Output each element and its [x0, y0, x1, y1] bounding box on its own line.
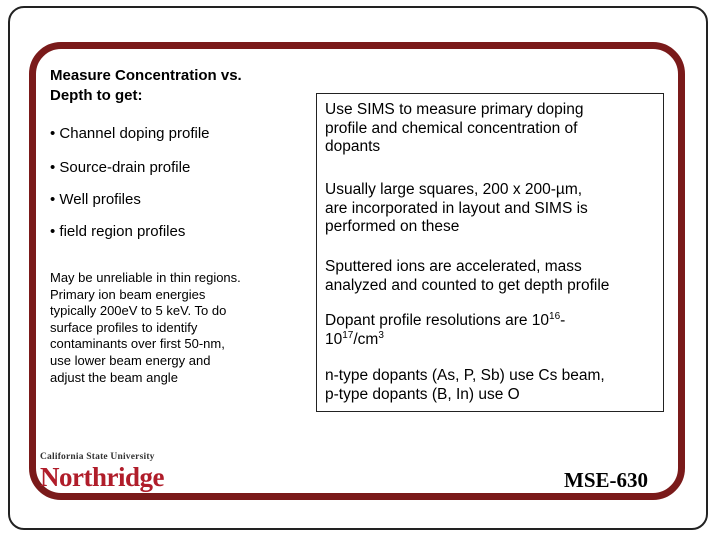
- p4-sup-1: 16: [549, 310, 561, 322]
- resolution-paragraph: [325, 312, 659, 349]
- p1-line-2: profile and chemical concentration of: [325, 119, 578, 137]
- p1-line-3: dopants: [325, 138, 381, 155]
- course-label: MSE-630: [564, 468, 648, 492]
- bullet-channel: • Channel doping profile: [50, 125, 210, 142]
- p5-line-2: p-type dopants (B, In) use O: [325, 385, 520, 403]
- note-line-6: use lower beam energy and: [50, 352, 211, 368]
- left-heading: [50, 66, 300, 106]
- dopant-type-paragraph: [325, 367, 659, 404]
- p5-line-1: n-type dopants (As, P, Sb) use Cs beam,: [325, 367, 605, 384]
- sputtered-paragraph: [325, 258, 659, 295]
- p2-line-1: Usually large squares, 200 x 200-µm,: [325, 181, 583, 198]
- p4-sup-3: 3: [378, 329, 384, 341]
- p4-text-2: -: [560, 312, 566, 329]
- logo-university-text: California State University: [40, 452, 155, 462]
- heading-line-1: Measure Concentration vs.: [50, 67, 242, 84]
- bullet-well: • Well profiles: [50, 191, 141, 208]
- note-line-2: Primary ion beam energies: [50, 286, 206, 302]
- p4-text-1: Dopant profile resolutions are 10: [325, 312, 550, 329]
- note-line-7: adjust the beam angle: [50, 369, 178, 385]
- p1-line-1: Use SIMS to measure primary doping: [325, 101, 584, 118]
- logo-northridge-text: Northridge: [40, 462, 164, 492]
- sims-paragraph: [325, 101, 659, 157]
- note-line-5: contaminants over first 50-nm,: [50, 336, 225, 352]
- right-text-box: [316, 93, 664, 412]
- p3-line-2: analyzed and counted to get depth profile: [325, 276, 610, 294]
- squares-paragraph: [325, 181, 659, 237]
- csun-logo: [40, 452, 170, 496]
- bullet-source-drain: • Source-drain profile: [50, 159, 191, 176]
- left-note: [50, 270, 295, 386]
- heading-line-2: Depth to get:: [50, 87, 143, 104]
- p3-line-1: Sputtered ions are accelerated, mass: [325, 258, 582, 275]
- left-column: [50, 66, 300, 385]
- note-line-1: May be unreliable in thin regions.: [50, 270, 241, 285]
- bullet-field: • field region profiles: [50, 223, 186, 240]
- note-line-4: surface profiles to identify: [50, 319, 198, 335]
- p4-text-3: 10: [325, 330, 343, 348]
- p2-line-3: performed on these: [325, 218, 460, 235]
- p2-line-2: are incorporated in layout and SIMS is: [325, 199, 588, 217]
- p4-sup-2: 17: [342, 329, 354, 341]
- note-line-3: typically 200eV to 5 keV. To do: [50, 303, 227, 319]
- p4-text-4: /cm: [353, 330, 379, 348]
